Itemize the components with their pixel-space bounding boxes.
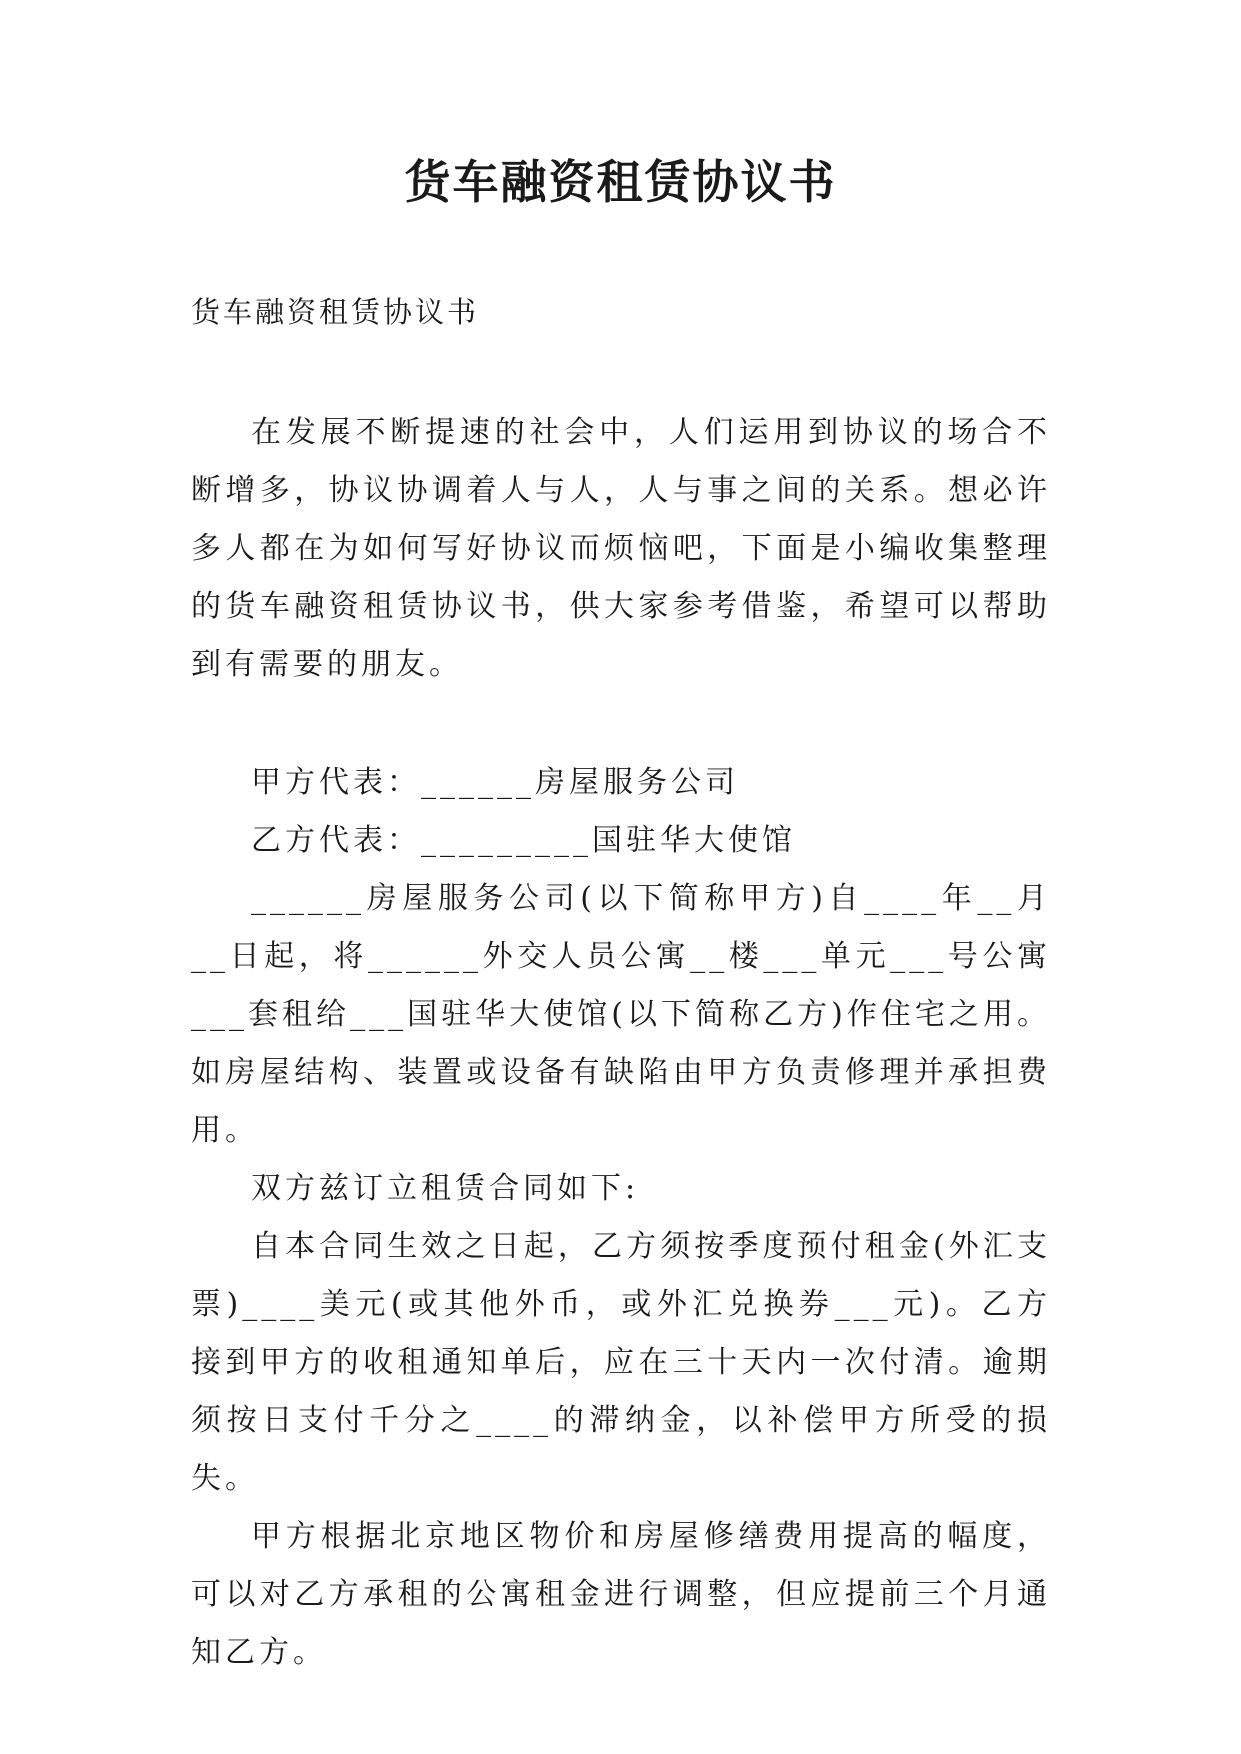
document-subtitle: 货车融资租赁协议书 <box>191 295 480 329</box>
lease-clause: ______房屋服务公司(以下简称甲方)自____年__月__日起，将______外交人员公寓__楼___单元___号公寓___套租给___国驻华大使馆(以下简称乙方)作住宅之用。如房屋结构、装置或设备有缺陷由甲方负责修理并承担费用。 <box>191 881 1051 1148</box>
party-a-representative: 甲方代表：______房屋服务公司 <box>251 765 739 800</box>
rent-payment-clause: 自本合同生效之日起，乙方须按季度预付租金(外汇支票)____美元(或其他外币，或外汇兑换券___元)。乙方接到甲方的收租通知单后，应在三十天内一次付清。逾期须按日支付千分之____的滞纳金，以补偿甲方所受的损失。 <box>191 1229 1051 1496</box>
intro-section <box>191 404 1051 694</box>
document-title: 货车融资租赁协议书 <box>404 155 837 209</box>
intro-paragraph: 在发展不断提速的社会中，人们运用到协议的场合不断增多，协议协调着人与人，人与事之间的关系。想必许多人都在为如何写好协议而烦恼吧，下面是小编收集整理的货车融资租赁协议书，供大家参考借鉴，希望可以帮助到有需要的朋友。 <box>191 415 1051 682</box>
rent-adjustment-clause: 甲方根据北京地区物价和房屋修缮费用提高的幅度，可以对乙方承租的公寓租金进行调整，但应提前三个月通知乙方。 <box>191 1519 1051 1670</box>
party-b-representative: 乙方代表：_________国驻华大使馆 <box>251 823 796 858</box>
agreement-statement: 双方兹订立租赁合同如下: <box>251 1171 640 1206</box>
contract-terms <box>191 754 1051 1682</box>
